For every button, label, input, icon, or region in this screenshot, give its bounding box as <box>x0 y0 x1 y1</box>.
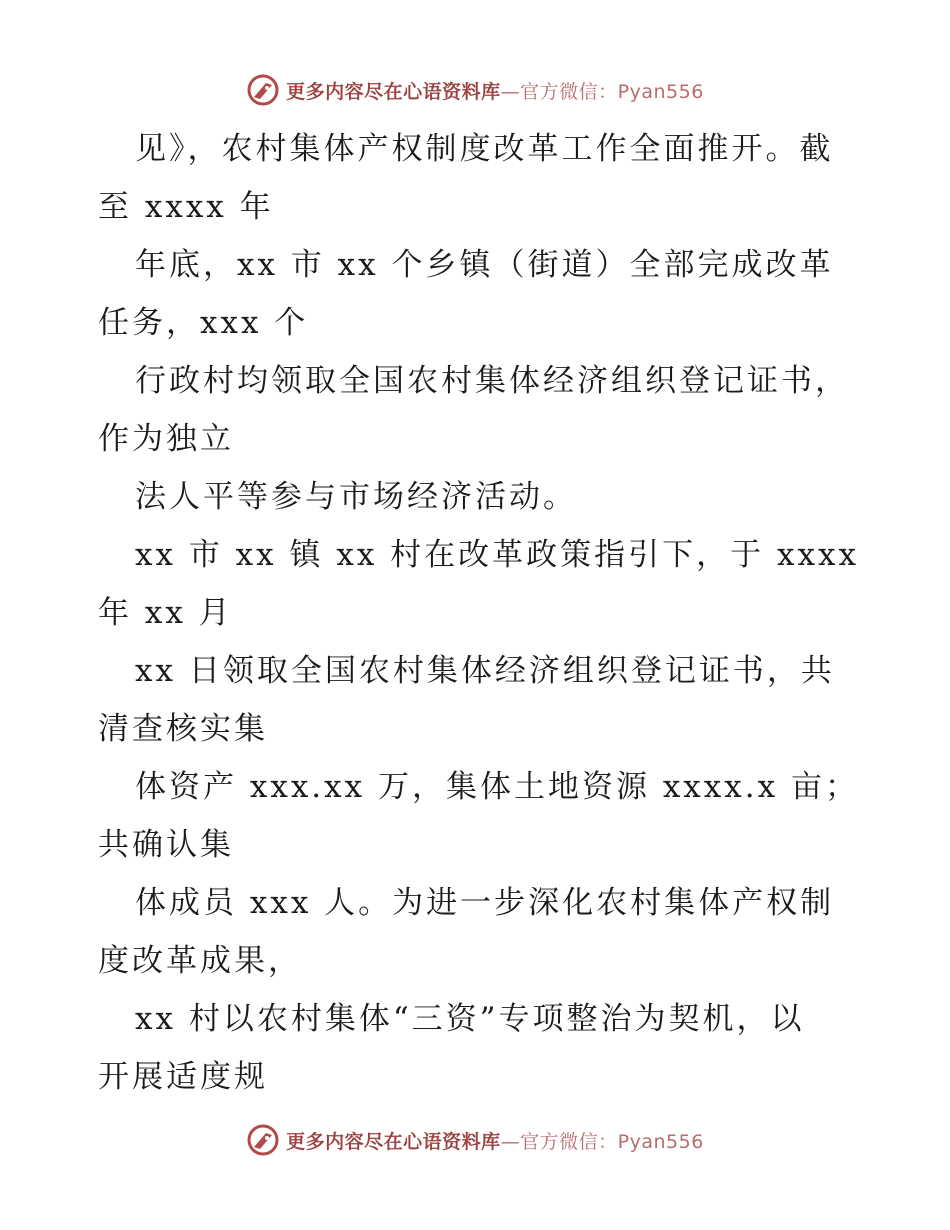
text-line: 年底，xx 市 xx 个乡镇（街道）全部完成改革 <box>135 247 834 283</box>
text-line: 体资产 xxx.xx 万，集体土地资源 xxxx.x 亩； <box>135 769 859 805</box>
watermark-text: 更多内容尽在心语资料库—官方微信：Pyan556 <box>286 1130 704 1153</box>
header-watermark <box>0 70 950 110</box>
footer-watermark <box>0 1120 950 1160</box>
watermark-logo-icon <box>246 73 280 107</box>
text-line: 共确认集 <box>98 827 234 863</box>
text-line: 体成员 xxx 人。为进一步深化农村集体产权制 <box>135 885 835 921</box>
text-line: 开展适度规 <box>98 1059 268 1095</box>
watermark-text: 更多内容尽在心语资料库—官方微信：Pyan556 <box>286 80 704 103</box>
text-line: 年 xx 月 <box>98 595 233 631</box>
text-line: xx 日领取全国农村集体经济组织登记证书，共 <box>135 653 835 689</box>
text-line: 见》，农村集体产权制度改革工作全面推开。截 <box>135 131 834 167</box>
text-line: xx 市 xx 镇 xx 村在改革政策指引下，于 xxxx <box>135 537 859 573</box>
text-line: xx 村以农村集体“三资”专项整治为契机，以 <box>135 1001 805 1037</box>
text-line: 度改革成果， <box>98 943 302 979</box>
text-line: 至 xxxx 年 <box>98 189 274 225</box>
text-line: 作为独立 <box>98 421 234 457</box>
document-body <box>98 120 858 1106</box>
text-line: 任务，xxx 个 <box>98 305 309 341</box>
text-line: 清查核实集 <box>98 711 268 747</box>
text-line: 行政村均领取全国农村集体经济组织登记证书， <box>135 363 849 399</box>
watermark-logo-icon <box>246 1123 280 1157</box>
text-line: 法人平等参与市场经济活动。 <box>135 479 577 515</box>
